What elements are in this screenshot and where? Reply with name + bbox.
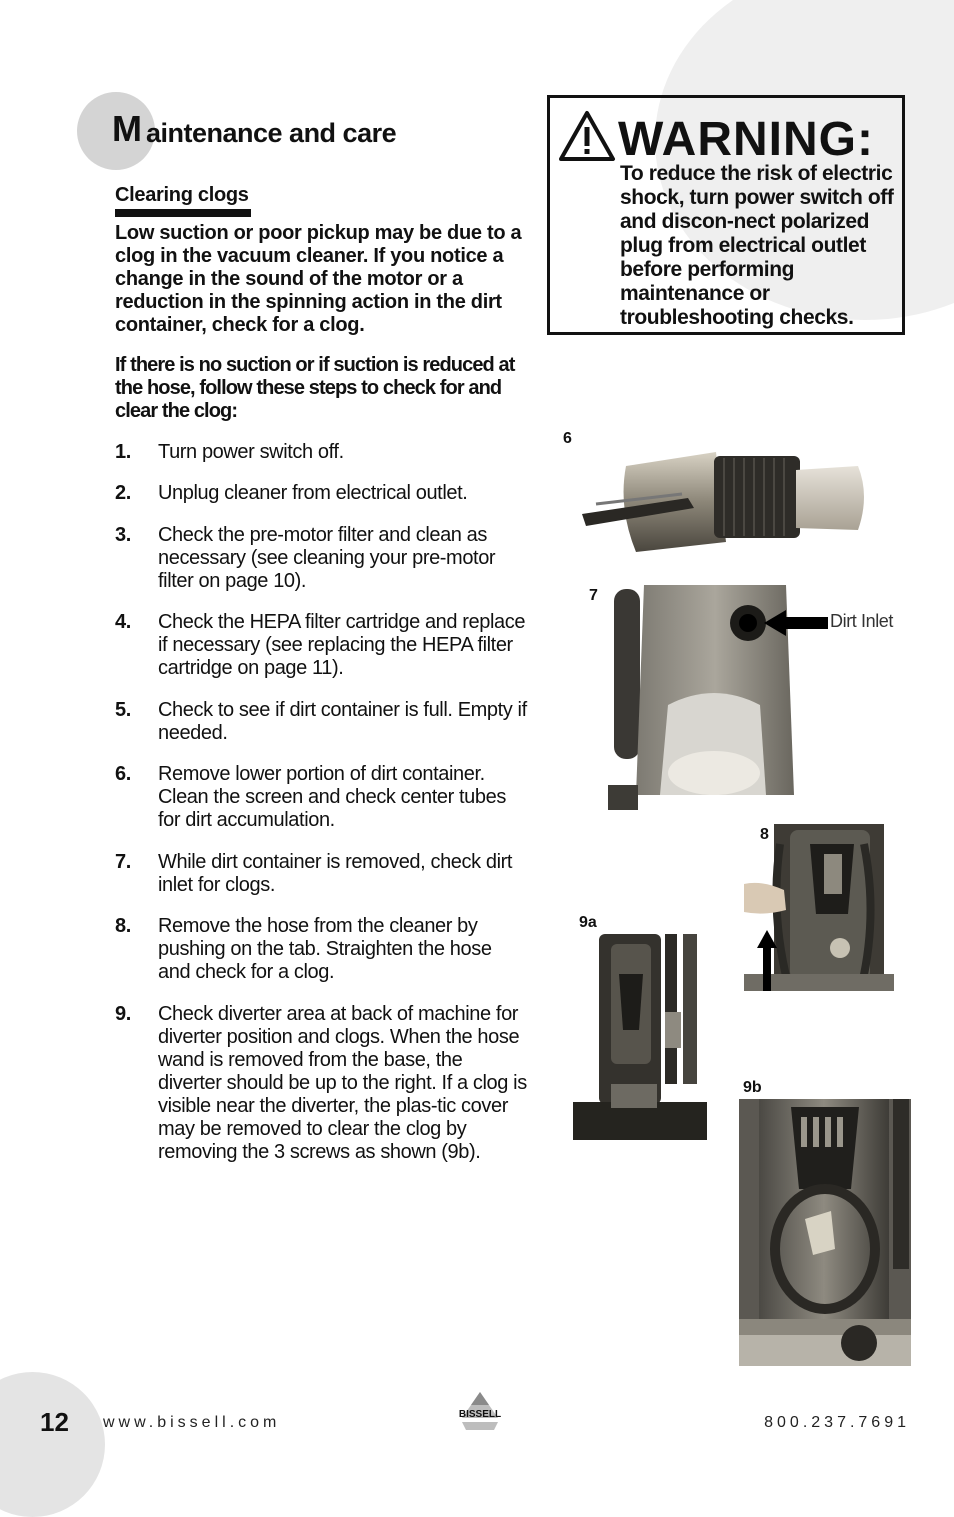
- step-text: Turn power switch off.: [158, 441, 344, 463]
- step-number: 8.: [115, 915, 131, 937]
- step-text: Check the pre-motor filter and clean as necessary (see cleaning your pre-motor filter on page 10).: [158, 524, 496, 592]
- figure-label-9a: 9a: [579, 914, 597, 931]
- figure-label-9b: 9b: [743, 1079, 762, 1096]
- step-4: [115, 611, 527, 680]
- bissell-logo: [450, 1390, 510, 1432]
- page-title: aintenance and care: [146, 118, 397, 148]
- step-text: Check diverter area at back of machine for diverter position and clogs. When the hose wand is removed from the base, the diverter should be up to the right. If a clog is visible near the diverter, the plas-tic cover may be removed to clear the clog by removing the 3 screws as shown (9b).: [158, 1003, 527, 1163]
- heading-initial: M: [112, 108, 141, 149]
- arrow-left-icon: [764, 610, 828, 636]
- step-text: Check to see if dirt container is full. Empty if needed.: [158, 699, 527, 744]
- footer-website: www.bissell.com: [103, 1414, 281, 1431]
- step-text: Unplug cleaner from electrical outlet.: [158, 482, 468, 504]
- step-6: [115, 763, 527, 832]
- step-number: 6.: [115, 763, 131, 785]
- step-number: 2.: [115, 482, 131, 504]
- warning-text: To reduce the risk of electric shock, turn power switch off and discon-nect polarized plug from electrical outlet before performing maintenance or troubleshooting checks.: [620, 162, 894, 329]
- step-2: [115, 482, 527, 505]
- step-7: [115, 851, 527, 897]
- step-1: [115, 441, 527, 464]
- step-number: 4.: [115, 611, 131, 633]
- step-number: 5.: [115, 699, 131, 721]
- intro-paragraph: Low suction or poor pickup may be due to a clog in the vacuum cleaner. If you notice a change in the sound of the motor or a reduction in the spinning action in the dirt container, check for a clog.: [115, 222, 522, 336]
- instructions-lead: If there is no suction or if suction is reduced at the hose, follow these steps to check for and clear the clog:: [115, 354, 515, 422]
- footer-phone: 800.237.7691: [764, 1414, 910, 1431]
- section-subheading: Clearing clogs: [115, 184, 249, 206]
- page-number-circle: [0, 1372, 105, 1517]
- figure-label-6: 6: [563, 430, 572, 447]
- diverter-cover-photo: [739, 1099, 911, 1366]
- step-text: Remove the hose from the cleaner by pushing on the tab. Straighten the hose and check for a clog.: [158, 915, 492, 983]
- step-number: 3.: [115, 524, 131, 546]
- step-number: 1.: [115, 441, 131, 463]
- step-5: [115, 699, 527, 745]
- step-text: Check the HEPA filter cartridge and replace if necessary (see replacing the HEPA filter cartridge on page 11).: [158, 611, 526, 679]
- step-3: [115, 524, 527, 593]
- step-number: 7.: [115, 851, 131, 873]
- warning-title: WARNING:: [618, 113, 874, 166]
- page-number: 12: [40, 1407, 69, 1437]
- step-8: [115, 915, 527, 984]
- dirt-container-photo: [578, 448, 870, 558]
- warning-triangle-icon: [558, 110, 616, 162]
- step-9: [115, 1003, 527, 1164]
- hose-removal-photo: [744, 824, 894, 991]
- subheading-underline: [115, 209, 251, 217]
- logo-text: BISSELL: [458, 1409, 502, 1420]
- dirt-inlet-callout: Dirt Inlet: [830, 611, 894, 631]
- step-number: 9.: [115, 1003, 131, 1025]
- step-text: Remove lower portion of dirt container. Clean the screen and check center tubes for dirt accumulation.: [158, 763, 506, 831]
- step-text: While dirt container is removed, check dirt inlet for clogs.: [158, 851, 513, 896]
- diverter-back-photo: [573, 934, 707, 1140]
- figure-label-7: 7: [589, 587, 598, 604]
- figure-label-8: 8: [760, 826, 769, 843]
